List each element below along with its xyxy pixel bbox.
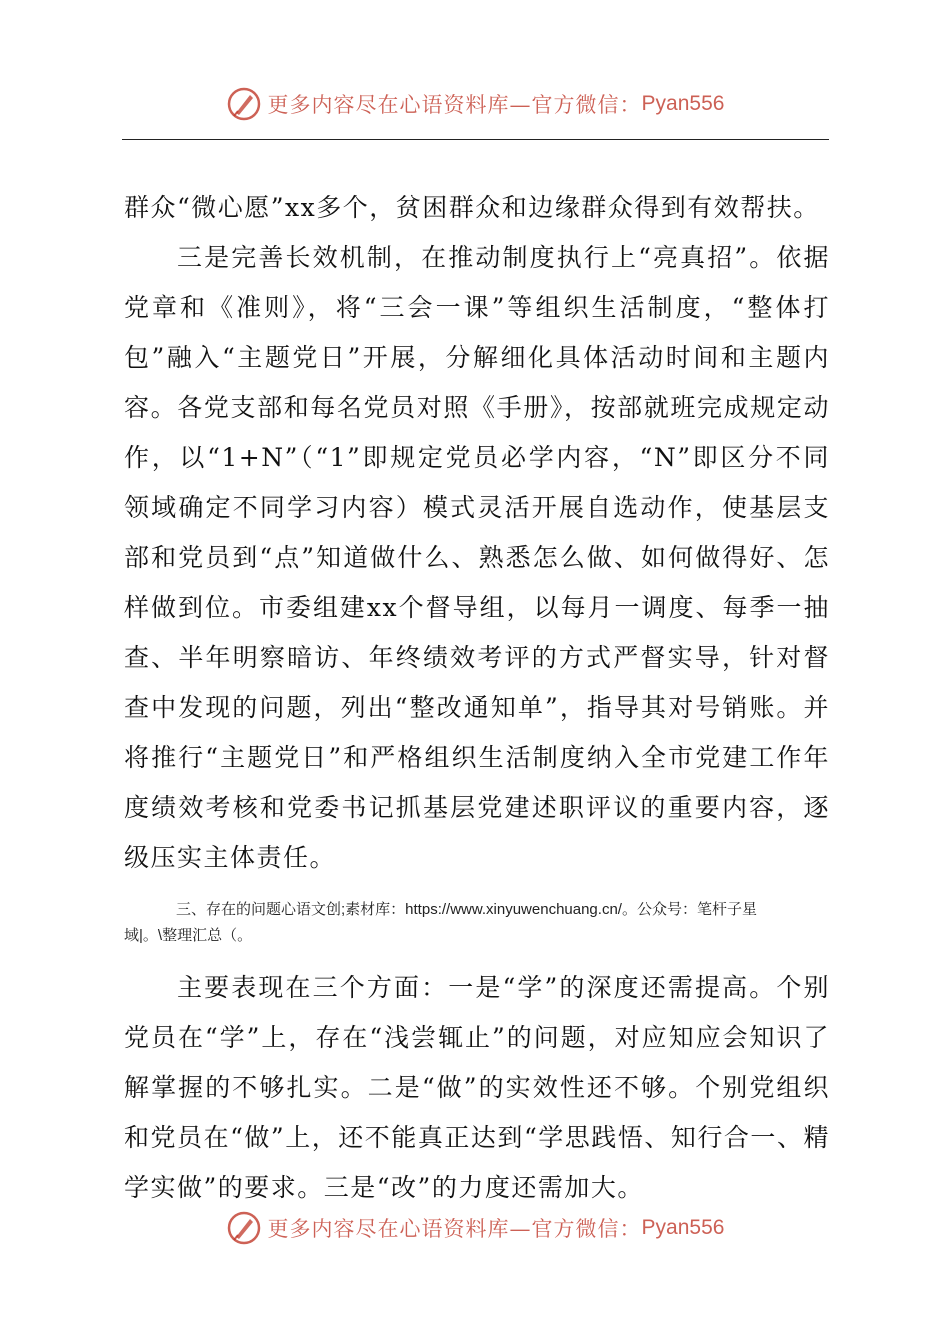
note-line-1: 三、存在的问题心语文创;素材库：https://www.xinyuwenchuang.cn/。公众号：笔杆子星 (176, 901, 757, 918)
banner-text: 更多内容尽在心语资料库—官方微信： (267, 93, 642, 117)
paragraph-continuation: 群众“微心愿”xx多个，贫困群众和边缘群众得到有效帮扶。 (124, 193, 820, 222)
document-body (124, 183, 830, 1213)
banner-wechat-id: Pyan556 (641, 1216, 725, 1239)
paragraph-mechanism: 三是完善长效机制，在推动制度执行上“亮真招”。依据党章和《准则》，将“三会一课”等组织生活制度，“整体打包”融入“主题党日”开展，分解细化具体活动时间和主题内容。各党支部和每名党员对照《手册》，按部就班完成规定动作，以“1+N”（“1”即规定党员必学内容，“N”即区分不同领域确定不同学习内容）模式灵活开展自选动作，使基层支部和党员到“点”知道做什么、熟悉怎么做、如何做得好、怎样做到位。市委组建xx个督导组，以每月一调度、每季一抽查、半年明察暗访、年终绩效考评的方式严督实导，针对督查中发现的问题，列出“整改通知单”，指导其对号销账。并将推行“主题党日”和严格组织生活制度纳入全市党建工作年度绩效考核和党委书记抓基层党建述职评议的重要内容，逐级压实主体责任。 (124, 243, 830, 872)
note-line-2: 域|。\整理汇总（。 (124, 927, 253, 944)
quill-logo-icon (226, 86, 262, 122)
header-divider (122, 139, 829, 140)
header-banner (0, 84, 950, 124)
quill-logo-icon (226, 1210, 262, 1246)
paragraph-problems: 主要表现在三个方面：一是“学”的深度还需提高。个别党员在“学”上，存在“浅尝辄止”的问题，对应知应会知识了解掌握的不够扎实。二是“做”的实效性还不够。个别党组织和党员在“做”上，还不能真正达到“学思践悟、知行合一、精学实做”的要求。三是“改”的力度还需加大。 (124, 973, 830, 1202)
banner-text: 更多内容尽在心语资料库—官方微信： (267, 1217, 642, 1241)
section-heading-note (124, 897, 830, 949)
footer-banner (0, 1208, 950, 1248)
banner-wechat-id: Pyan556 (641, 92, 725, 115)
